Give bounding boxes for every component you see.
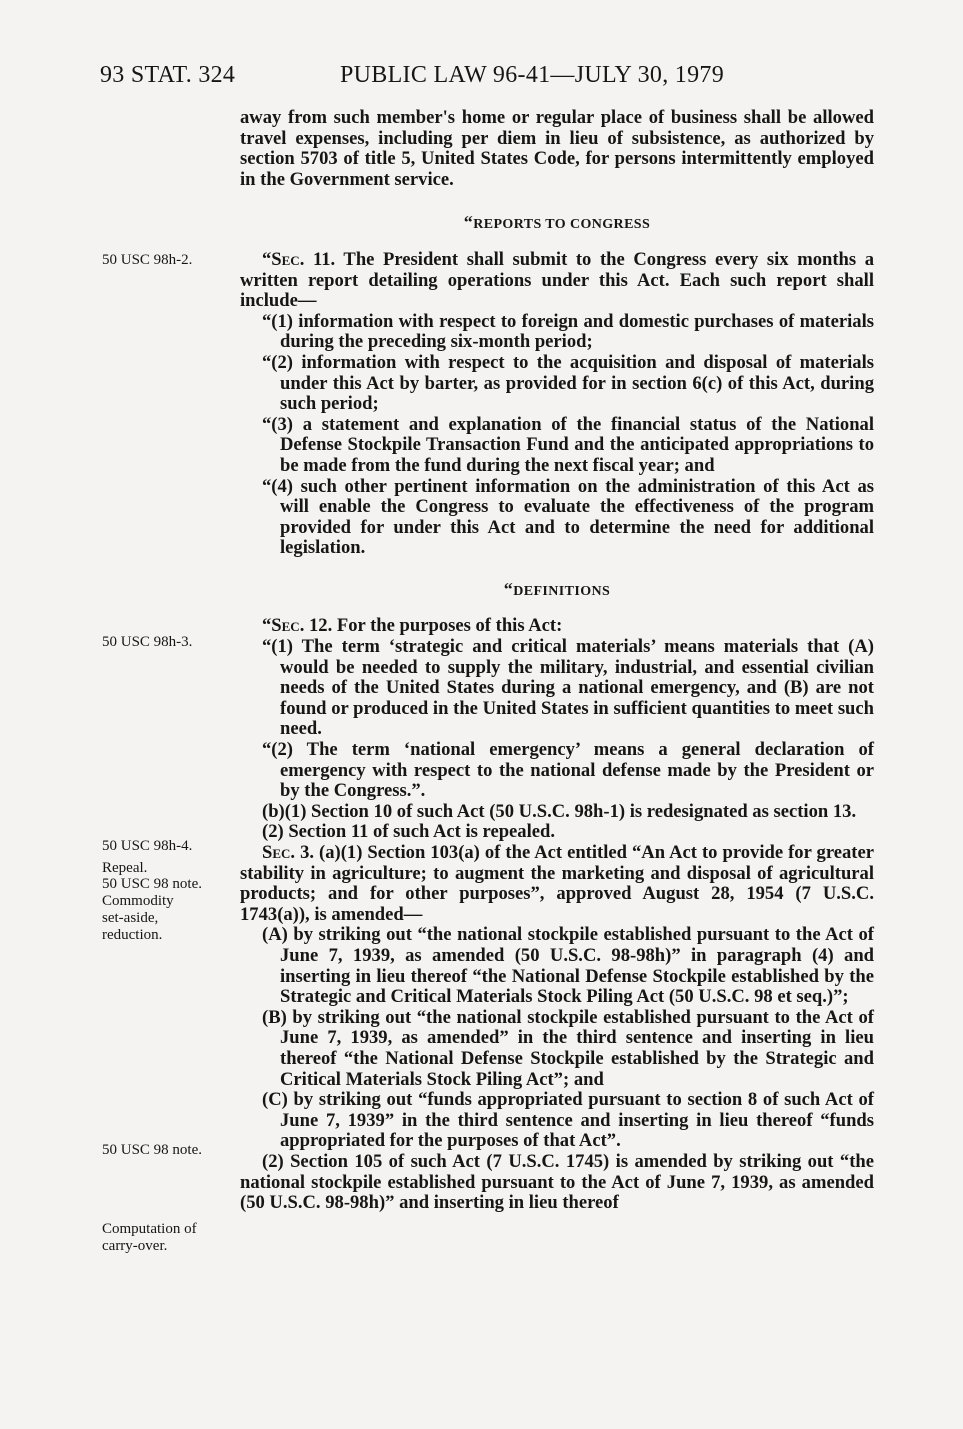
margin-note-carry-over: carry-over. [102,1238,168,1254]
section-3-paragraph-2: (2) Section 105 of such Act (7 U.S.C. 1745) is amended by striking out “the national stockpile established pursuant to the Act of June 7, 1939, as amended (50 U.S.C. 98-98h)” and inserting in lieu thereof [240,1150,874,1214]
margin-note-50-usc-98-note-2: 50 USC 98 note. [102,1142,203,1158]
section-12-text: For the purposes of this Act: [332,615,563,637]
subsection-b2: (2) Section 11 of such Act is repealed. [262,821,556,843]
section-11-text: The President shall submit to the Congress every six months a written report detailing operations under this Act. Each such report shall include— [240,248,874,312]
heading-open-quote: “ [503,578,514,599]
section-12-item-1: “(1) The term ‘strategic and critical materials’ means materials that (A) would be needed to supply the military, industrial, and essential civilian needs of the United States during a national emergency, and (B) are not found or produced in the United States in sufficient quantities to meet such need. [262,636,874,740]
section-11-label: “Sec. 11. [262,248,336,270]
margin-note-set-aside: set-aside, [102,910,159,926]
section-12-label: “Sec. 12. [262,615,333,637]
section-11-item-2: “(2) information with respect to the acquisition and disposal of materials under this Act by barter, as provided for in section 6(c) of this Act, during such period; [262,351,874,415]
section-3-label: Sec. 3. [262,842,315,863]
heading-open-quote: “ [463,212,474,233]
margin-note-50-usc-98h-2: 50 USC 98h-2. [102,252,193,268]
heading-definitions [240,579,874,603]
statute-body [240,108,874,1214]
section-11-item-4: “(4) such other pertinent information on the administration of this Act as will enable the Congress to evaluate the effectiveness of the program provided for under this Act and to determine the need for additional legislation. [262,475,874,559]
section-3 [240,843,874,925]
margin-note-repeal: Repeal. [102,860,148,876]
section-3-item-c: (C) by striking out “funds appropriated pursuant to section 8 of such Act of June 7, 1939” in the third sentence and inserting in lieu thereof “funds appropriated for the purposes of that Act”. [262,1089,874,1152]
margin-note-reduction: reduction. [102,927,163,943]
stat-reference: 93 STAT. 324 [100,62,236,88]
section-11-item-3: “(3) a statement and explanation of the financial status of the National Defense Stockpile Transaction Fund and the anticipated appropriations to be made from the fund during the next fiscal year; and [262,413,874,476]
section-3-item-a: (A) by striking out “the national stockpile established pursuant to the Act of June 7, 1939, as amended (50 U.S.C. 98-98h)” in paragraph (4) and inserting in lieu thereof “the National Defense Stockpile established by the Strategic and Critical Materials Stock Piling Act (50 U.S.C. 98 et seq.)”; [262,924,874,1008]
subsection-b1: (b)(1) Section 10 of such Act (50 U.S.C. 98h-1) is redesignated as section 13. [262,800,857,822]
margin-note-50-usc-98h-4: 50 USC 98h-4. [102,838,193,854]
margin-note-computation: Computation of [102,1221,197,1237]
section-11-item-1: “(1) information with respect to foreign and domestic purchases of materials during the preceding six-month period; [262,310,874,353]
margin-note-50-usc-98h-3: 50 USC 98h-3. [102,634,193,650]
intro-paragraph: away from such member's home or regular place of business shall be allowed travel expenses, including per diem in lieu of subsistence, as authorized by section 5703 of title 5, United States Code, for persons intermittently employed in the Government service. [240,107,874,190]
section-3-item-b: (B) by striking out “the national stockpile established pursuant to the Act of June 7, 1939, as amended” in the third sentence and inserting in lieu thereof “the National Defense Stockpile established by the Strategic and Critical Materials Stock Piling Act”; and [262,1006,874,1090]
section-11 [240,250,874,312]
running-head [100,62,880,92]
margin-note-commodity: Commodity [102,893,174,909]
margin-note-50-usc-98-note: 50 USC 98 note. [102,876,203,892]
section-12-item-2: “(2) The term ‘national emergency’ means a general declaration of emergency with respect to the national defense made by the President or by the Congress.”. [262,739,874,802]
law-title: PUBLIC LAW 96-41—JULY 30, 1979 [340,62,724,88]
heading-text: REPORTS TO CONGRESS [473,217,651,233]
section-12 [240,616,874,637]
heading-text: DEFINITIONS [513,583,611,599]
section-3-text: (a)(1) Section 103(a) of the Act entitled “An Act to provide for greater stability in agriculture; to augment the marketing and disposal of agricultural products; and for other purposes”, approved August 28, 1954 (7 U.S.C. 1743(a)), is amended— [240,842,874,925]
heading-reports-to-congress [240,212,874,236]
